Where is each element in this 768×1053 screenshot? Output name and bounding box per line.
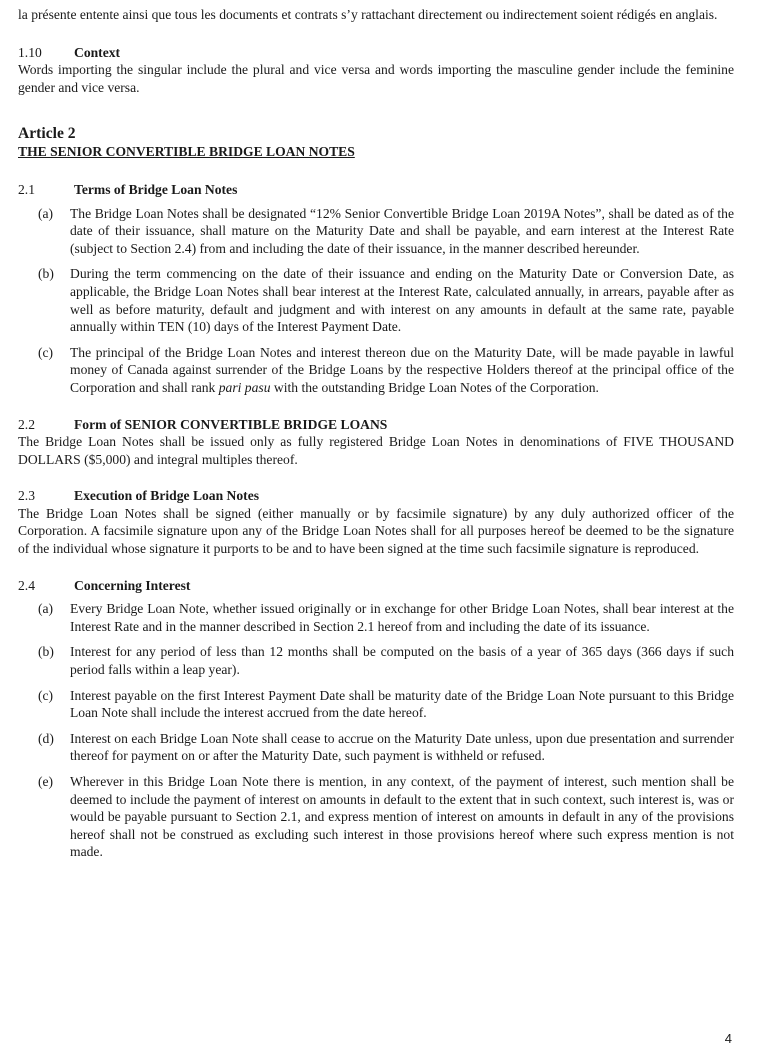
item-text: Interest for any period of less than 12 months shall be computed on the basis of a year of 365 days (366 days if such period falls within a leap year).	[70, 644, 734, 678]
item-label: (d)	[38, 730, 54, 746]
list-item	[18, 643, 734, 678]
item-label: (e)	[38, 774, 54, 789]
list-item	[18, 205, 734, 258]
page-number: 4	[724, 1031, 732, 1046]
section-2-2-heading	[18, 416, 734, 434]
document-page	[18, 6, 734, 861]
list-item	[18, 773, 734, 861]
item-text-end: with the outstanding Bridge Loan Notes of the Corporation.	[270, 379, 599, 395]
section-2-4-heading	[18, 577, 734, 595]
list-item	[18, 344, 734, 397]
item-text: Wherever in this Bridge Loan Note there is mention, in any context, of the payment of interest, such mention shall be deemed to include the payment of interest on amounts in default to the extent that in such context, such interest is, was or would be payable pursuant to Section 2.1, and express mention of interest on amounts in default in any of the provisions hereof shall not be construed as excluding such interest in those provisions hereof where such express mention is not made.	[70, 774, 734, 860]
section-number: 1.10	[18, 44, 42, 60]
item-text: Interest on each Bridge Loan Note shall cease to accrue on the Maturity Date unless, upon due presentation and surrender thereof for payment on or after the Maturity Date, such payment is withheld or refused.	[70, 730, 734, 764]
section-title: Execution of Bridge Loan Notes	[74, 488, 260, 504]
list-item	[18, 730, 734, 765]
item-text-italic: pari pasu	[218, 379, 271, 395]
item-text: During the term commencing on the date of their issuance and ending on the Maturity Date or Conversion Date, as applicable, the Bridge Loan Notes shall bear interest at the Interest Rate, calculated annually, in arrears, payable after as well as before maturity, default and judgment and with interest on any amounts in default at the same rate, payable annually within TEN (10) days of the Interest Payment Date.	[70, 266, 734, 335]
section-number: 2.4	[18, 577, 35, 593]
item-label: (a)	[38, 601, 54, 617]
section-title: Form of SENIOR CONVERTIBLE BRIDGE LOANS	[74, 416, 388, 432]
item-text-start: The principal of the Bridge Loan Notes and interest thereon due on the Maturity Date, will be made payable in lawful money of Canada against surrender of the Bridge Loans by the respective Holders thereof at the principal office of the Corporation and shall rank	[70, 344, 734, 395]
article-heading: Article 2	[18, 125, 76, 143]
section-2-3-body: The Bridge Loan Notes shall be signed (either manually or by facsimile signature) by any duly authorized officer of the Corporation. A facsimile signature upon any of the Bridge Loan Notes shall for all purposes hereof be deemed to be the signature of the individual whose signature it purports to be and to have been signed at the time such facsimile signature is reproduced.	[18, 505, 734, 557]
article-subheading: THE SENIOR CONVERTIBLE BRIDGE LOAN NOTES	[18, 144, 355, 160]
section-1-10-heading	[18, 44, 734, 62]
section-1-10-body: Words importing the singular include the plural and vice versa and words importing the masculine gender include the feminine gender and vice versa.	[18, 62, 734, 95]
section-title: Terms of Bridge Loan Notes	[74, 181, 238, 197]
section-title: Concerning Interest	[74, 577, 191, 593]
item-text: Interest payable on the first Interest Payment Date shall be maturity date of the Bridge Loan Note pursuant to this Bridge Loan Note shall include the interest accrued from the date hereof.	[70, 687, 734, 721]
list-item	[18, 265, 734, 335]
list-item	[18, 687, 734, 722]
item-text: The Bridge Loan Notes shall be designated “12% Senior Convertible Bridge Loan 2019A Notes”, shall be dated as of the date of their issuance, shall mature on the Maturity Date and shall be payable, and earn interest at the Interest Rate (subject to Section 2.4) from and including the date of their issuance, in the manner described hereunder.	[70, 205, 734, 256]
section-title: Context	[74, 44, 121, 60]
section-number: 2.3	[18, 488, 35, 504]
section-number: 2.2	[18, 416, 35, 432]
item-label: (c)	[38, 687, 54, 703]
item-label: (a)	[38, 205, 54, 221]
section-number: 2.1	[18, 181, 35, 197]
item-label: (c)	[38, 344, 54, 360]
item-label: (b)	[38, 644, 54, 660]
item-text	[70, 344, 734, 397]
section-2-2-body: The Bridge Loan Notes shall be issued only as fully registered Bridge Loan Notes in denominations of FIVE THOUSAND DOLLARS ($5,000) and integral multiples thereof.	[18, 434, 734, 467]
item-label: (b)	[38, 266, 54, 282]
list-item	[18, 600, 734, 635]
section-2-3-heading	[18, 487, 734, 505]
section-2-1-heading	[18, 181, 734, 199]
item-text: Every Bridge Loan Note, whether issued originally or in exchange for other Bridge Loan Notes, shall bear interest at the Interest Rate and in the manner described in Section 2.1 hereof from and including the date of its issuance.	[70, 601, 734, 634]
intro-continuation-paragraph: la présente entente ainsi que tous les documents et contrats s’y rattachant directement ou indirectement soient rédigés en anglais.	[18, 7, 718, 22]
